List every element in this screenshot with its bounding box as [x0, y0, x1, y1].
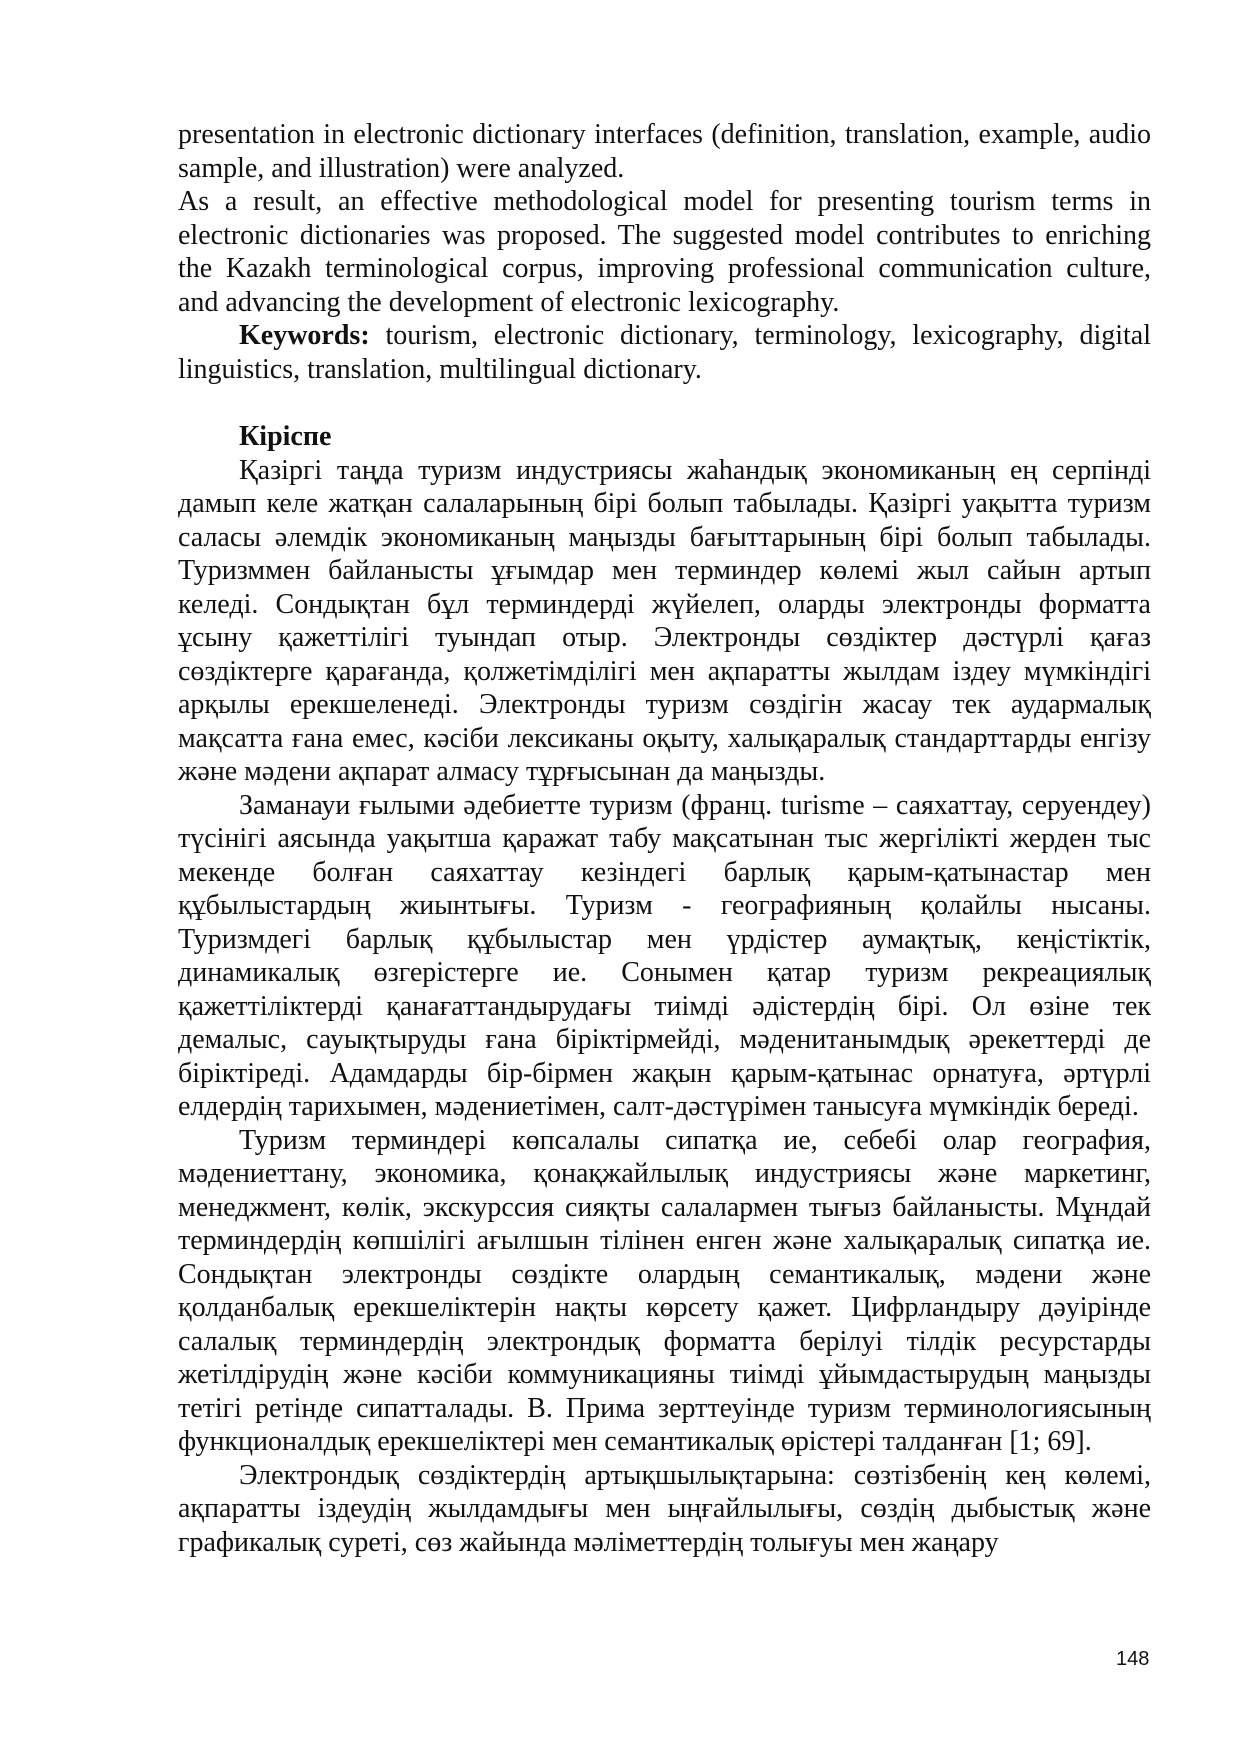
page-body: [178, 118, 1151, 1559]
abstract-paragraph-2: As a result, an effective methodological model for presenting tourism terms in electronic dictionaries was proposed. The suggested model contributes to enriching the Kazakh terminological corpus, improving professional communication culture, and advancing the development of electronic lexicography.: [178, 186, 1151, 318]
body-paragraph-3: Туризм терминдері көпсалалы сипатқа ие, себебі олар география, мәдениеттану, экономика, қонақжайлылық индустриясы және маркетинг, менеджмент, көлік, экскурссия сияқты салалармен тығыз байланысты. Мұндай терминдердің көпшілігі ағылшын тілінен енген және халықаралық сипатқа ие. Сондықтан электронды сөздікте олардың семантикалық, мәдени және қолданбалық ерекшеліктерін нақты көрсету қажет. Цифрландыру дәуірінде салалық терминдердің электрондық форматта берілуі тілдік ресурстарды жетілдірудің және кәсіби коммуникацияны тиімді ұйымдастырудың маңызды тетігі ретінде сипатталады. В. Прима зерттеуінде туризм терминологиясының функционалдық ерекшеліктері мен семантикалық өрістері талданған [1; 69].: [178, 1124, 1151, 1457]
section-heading: Кіріспе: [239, 421, 332, 452]
keywords-paragraph: [178, 319, 1151, 386]
keywords-label: Keywords:: [239, 320, 370, 351]
section-spacer: [178, 386, 1151, 420]
abstract-paragraph-1: presentation in electronic dictionary interfaces (definition, translation, example, audio sample, and illustration) were analyzed.: [178, 119, 1151, 184]
body-paragraph-1: Қазіргі таңда туризм индустриясы жаһандық экономиканың ең серпінді дамып келе жатқан салаларының бірі болып табылады. Қазіргі уақытта туризм саласы әлемдік экономиканың маңызды бағыттарының бірі болып табылады. Туризммен байланысты ұғымдар мен терминдер көлемі жыл сайын артып келеді. Сондықтан бұл терминдерді жүйелеп, оларды электронды форматта ұсыну қажеттілігі туындап отыр. Электронды сөздіктер дәстүрлі қағаз сөздіктерге қарағанда, қолжетімділігі мен ақпаратты жылдам іздеу мүмкіндігі арқылы ерекшеленеді. Электронды туризм сөздігін жасау тек аудармалық мақсатта ғана емес, кәсіби лексиканы оқыту, халықаралық стандарттарды енгізу және мәдени ақпарат алмасу тұрғысынан да маңызды.: [178, 454, 1151, 787]
page-number: 148: [1116, 1648, 1150, 1670]
body-paragraph-4: Электрондық сөздіктердің артықшылықтарына: сөзтізбенің кең көлемі, ақпаратты іздеудің жылдамдығы мен ыңғайлылығы, сөздің дыбыстық және графикалық суреті, сөз жайында мәліметтердің толығуы мен жаңару: [178, 1459, 1151, 1558]
keywords-text: tourism, electronic dictionary, terminology, lexicography, digital linguistics, translation, multilingual dictionary.: [178, 320, 1151, 385]
body-paragraph-2: Заманауи ғылыми әдебиетте туризм (франц. turisme – саяхаттау, серуендеу) түсінігі аясында уақытша қаражат табу мақсатынан тыс жергілікті жерден тыс мекенде болған саяхаттау кезіндегі барлық қарым-қатынастар мен құбылыстардың жиынтығы. Туризм - географияның қолайлы нысаны. Туризмдегі барлық құбылыстар мен үрдістер аумақтық, кеңістіктік, динамикалық өзгерістерге ие. Сонымен қатар туризм рекреациялық қажеттіліктерді қанағаттандырудағы тиімді әдістердің бірі. Ол өзіне тек демалыс, сауықтыруды ғана біріктірмейді, мәденитанымдық әрекеттерді де біріктіреді. Адамдарды бір-бірмен жақын қарым-қатынас орнатуға, әртүрлі елдердің тарихымен, мәдениетімен, салт-дәстүрімен танысуға мүмкіндік береді.: [178, 789, 1151, 1122]
